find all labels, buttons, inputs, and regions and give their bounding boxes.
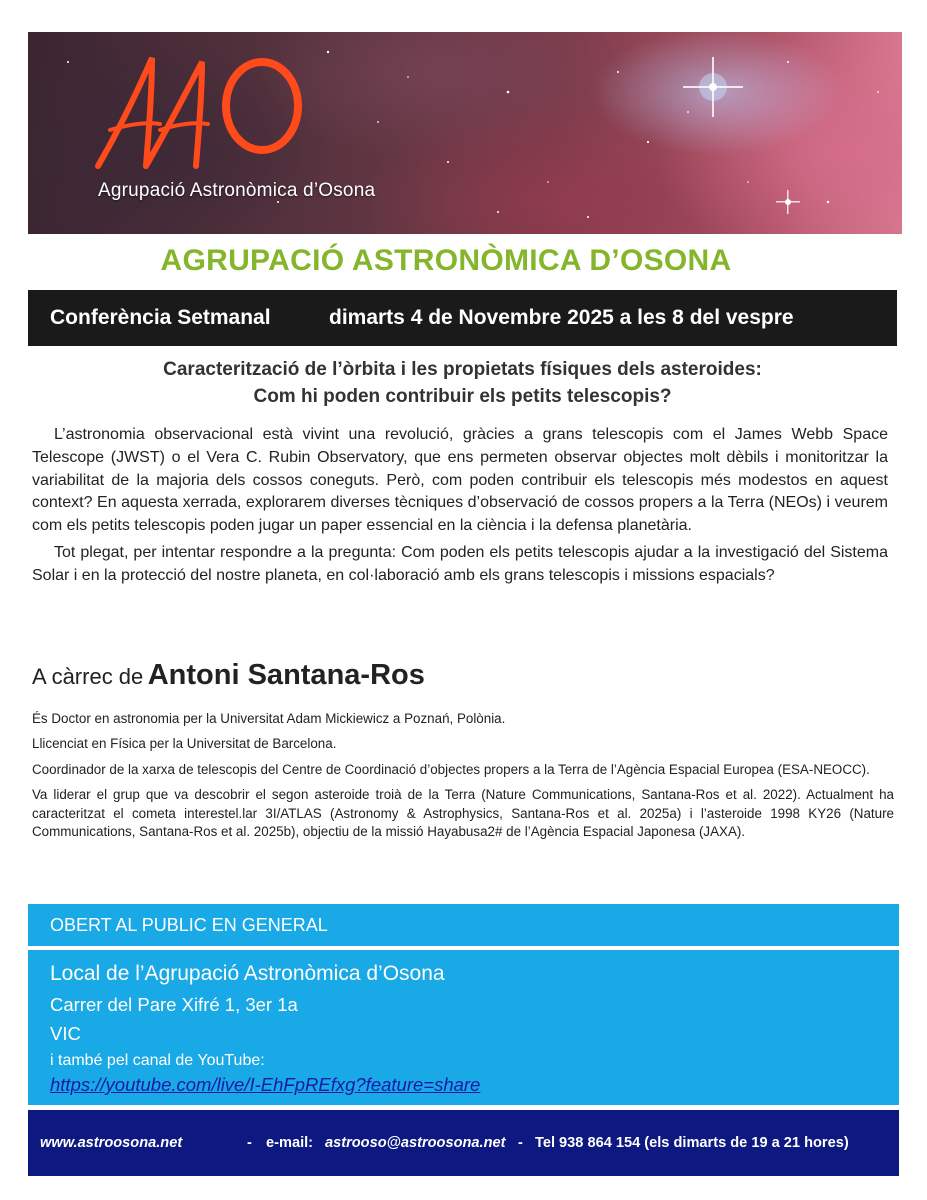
bio-item: Va liderar el grup que va descobrir el segon asteroide troià de la Terra (Nature Communications, Santana-Ros et al. 2022). Actualment ha caracteritzat el cometa interestel.lar 3I/ATLAS (Astronomy & Astrophysics, Santana-Ros et al. 2025a) i l’asteroide 1998 KY26 (Nature Communications, Santana-Ros et al. 2025b), objectiu de la missió Hayabusa2# de l’Agència Espacial Japonesa (JAXA). (32, 787, 894, 840)
small-star-icon (776, 190, 800, 214)
open-to-public-box (28, 904, 899, 946)
email-label: e-mail: (266, 1135, 314, 1151)
bio-item: Llicenciat en Física per la Universitat de Barcelona. (32, 736, 337, 752)
website-link[interactable]: www.astroosona.net (40, 1135, 183, 1151)
venue-city: VIC (50, 1023, 81, 1044)
abstract-paragraph-1: L’astronomia observacional està vivint una revolució, gràcies a grans telescopis com el James Webb Space Telescope (JWST) o el Vera C. Rubin Observatory, que ens permeten observar objectes molt dèbils i monitoritzar la variabilitat de la majoria dels cossos coneguts. Però, com poden contribuir els telescopis més modestos en aquest context? En aquesta xerrada, explorarem diverses tècniques d’observació de cossos propers a la Terra (NEOs) i veurem com els petits telescopis poden jugar un paper essencial en la ciència i la defensa planetària. (32, 426, 888, 535)
footer-separator: - (247, 1135, 252, 1151)
org-title: AGRUPACIÓ ASTRONÒMICA D’OSONA (160, 244, 732, 277)
venue-street: Carrer del Pare Xifré 1, 3er 1a (50, 994, 298, 1015)
talk-title-line2: Com hi poden contribuir els petits telescopis? (253, 386, 672, 407)
speaker-name: Antoni Santana-Ros (147, 659, 425, 691)
event-datetime: dimarts 4 de Novembre 2025 a les 8 del vespre (329, 306, 794, 329)
bio-item: Coordinador de la xarxa de telescopis del Centre de Coordinació d’objectes propers a la Terra de l’Agència Espacial Europea (ESA-NEOCC). (32, 761, 870, 777)
footer-separator: - (518, 1135, 523, 1151)
event-bar (28, 290, 921, 346)
speaker-prefix: A càrrec de (32, 664, 144, 689)
aao-logo (90, 48, 310, 178)
speaker-heading (32, 659, 425, 692)
bio-item: És Doctor en astronomia per la Universitat Adam Mickiewicz a Poznań, Polònia. (32, 711, 506, 726)
open-to-public-label: OBERT AL PUBLIC EN GENERAL (50, 915, 328, 935)
speaker-bio (32, 710, 894, 848)
header-banner (28, 32, 902, 234)
footer-bar (28, 1110, 899, 1176)
phone-info: Tel 938 864 154 (els dimarts de 19 a 21 hores) (535, 1135, 849, 1151)
event-trailing-dot: . (915, 306, 921, 329)
abstract (32, 424, 888, 592)
talk-title-line1: Caracterització de l’òrbita i les propietats físiques dels asteroides: (163, 359, 762, 380)
youtube-link[interactable]: https://youtube.com/live/I-EhFpREfxg?feature=share (50, 1074, 481, 1095)
venue-name: Local de l’Agrupació Astronòmica d’Osona (50, 962, 445, 985)
bright-star-icon (683, 57, 743, 117)
talk-title (28, 356, 897, 410)
abstract-paragraph-2: Tot plegat, per intentar respondre a la pregunta: Com poden els petits telescopis ajudar a la investigació del Sistema Solar i en la protecció del nostre planeta, en col·laboració amb els grans telescopis i missions espacials? (32, 543, 888, 584)
event-label: Conferència Setmanal (50, 306, 271, 329)
youtube-intro: i també pel canal de YouTube: (50, 1052, 265, 1069)
org-caption: Agrupació Astronòmica d’Osona (98, 180, 376, 201)
location-box (28, 950, 899, 1105)
email-link[interactable]: astrooso@astroosona.net (325, 1135, 506, 1151)
